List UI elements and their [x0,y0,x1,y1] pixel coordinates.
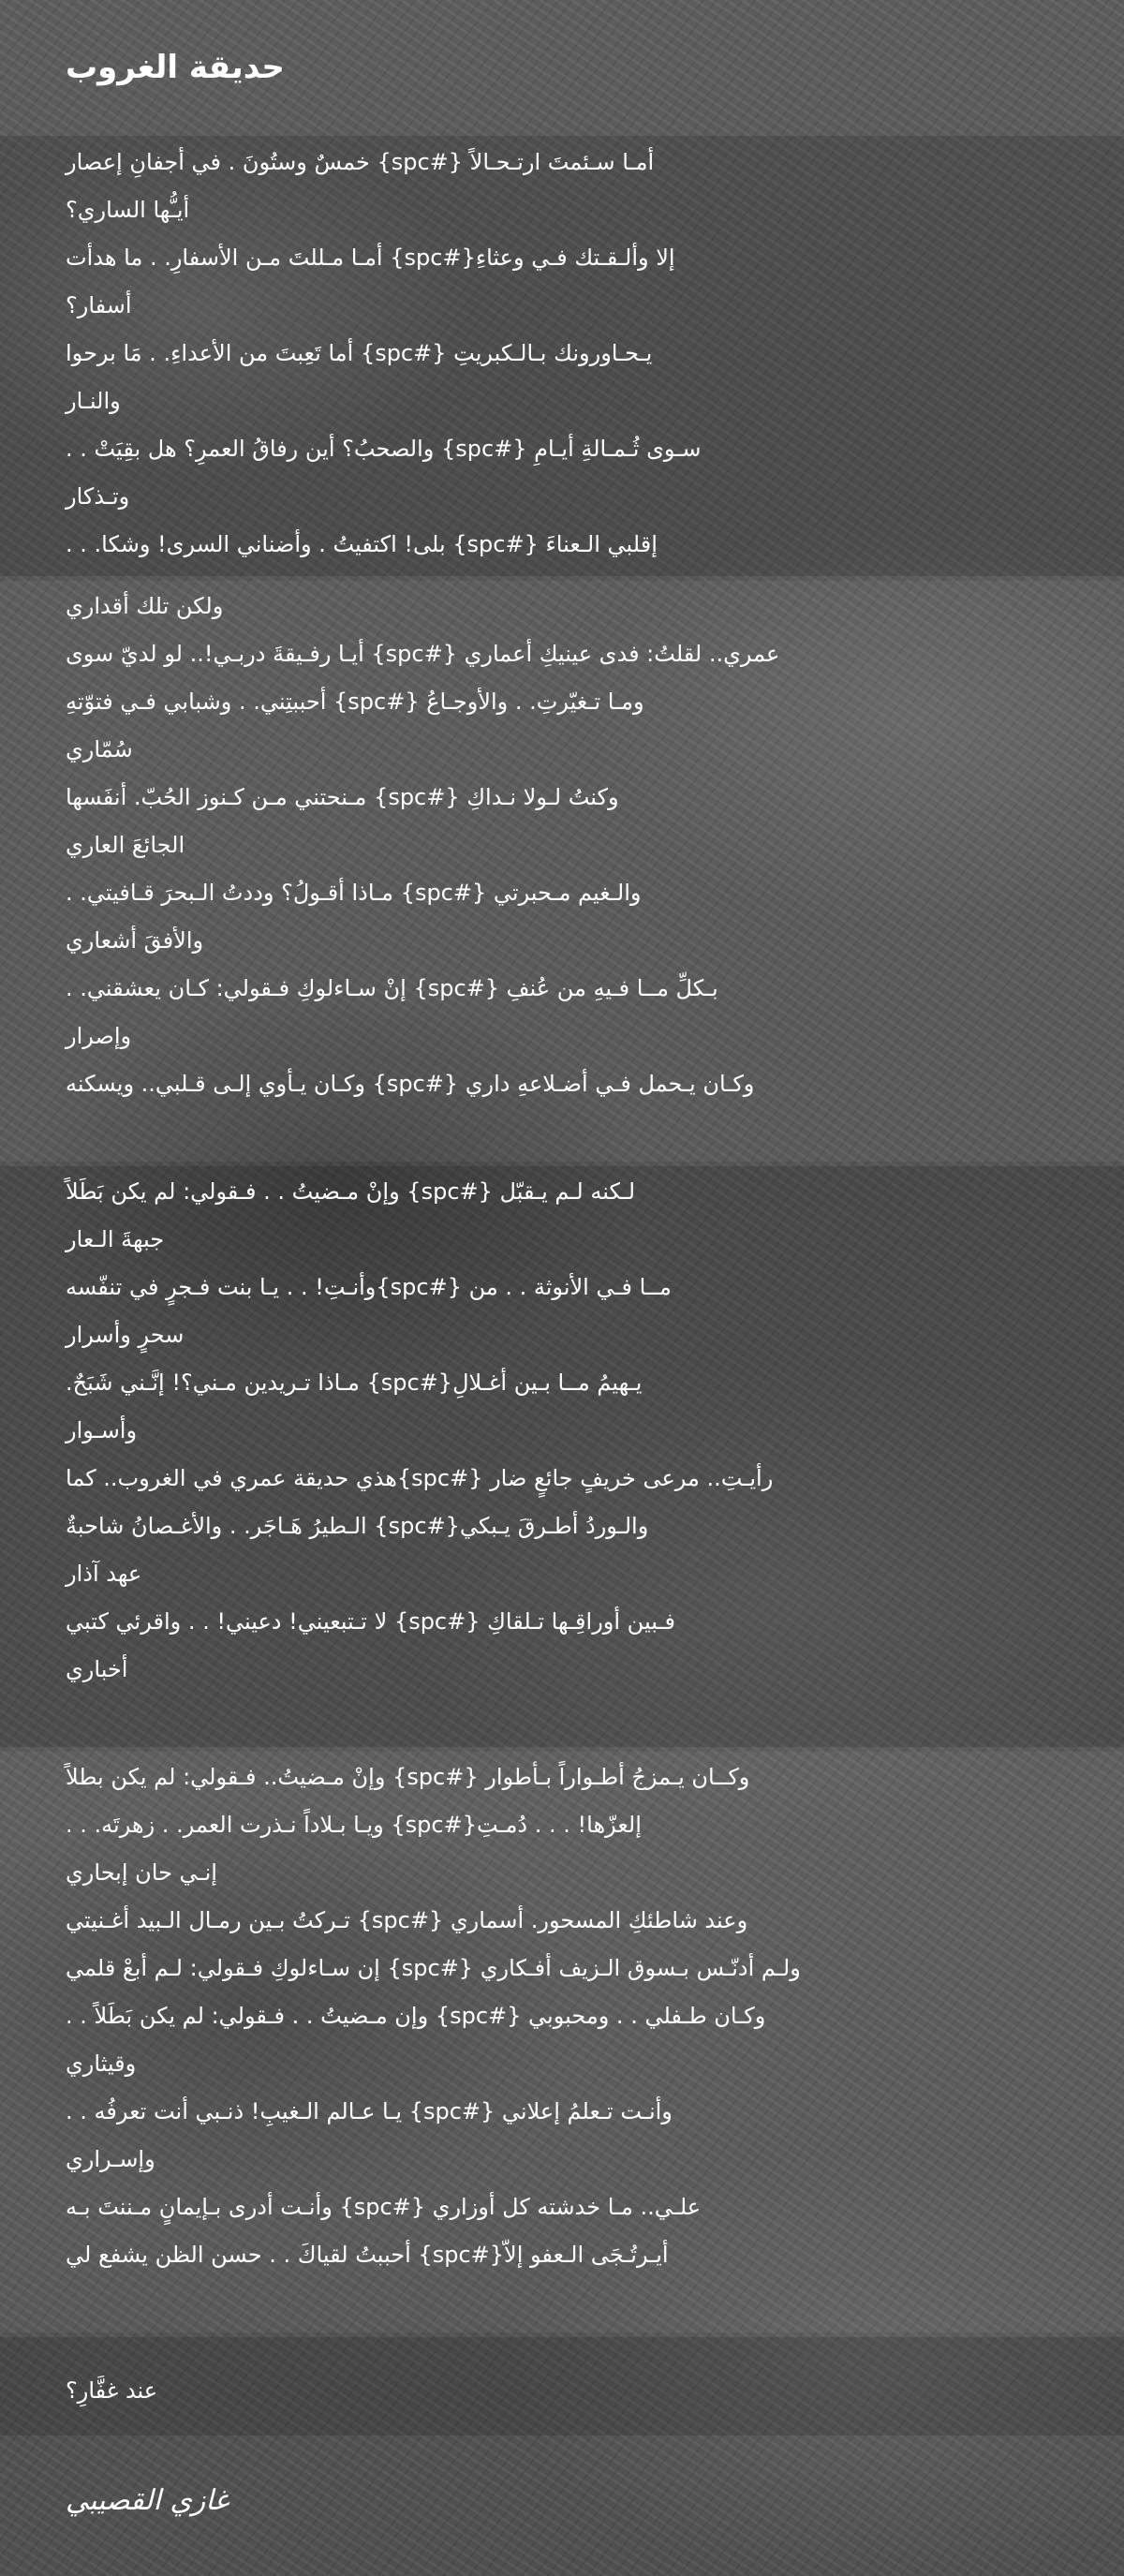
poem-line: سحرٍ وأسرار [66,1322,185,1348]
poem-line: وإصرار [66,1023,132,1049]
poem-line: علـي.. مـا خدشته كل أوزاري {#spc} وأنـت أدرى بـإيمانٍ مـننتَ بـه [66,2194,702,2220]
poem-line: جبهةَ الـعار [66,1226,165,1252]
poem-line: إنـي حان إبحاري [66,1859,217,1886]
poem-line: أسفار؟ [66,292,132,318]
poem-line: وأنـت تـعلمُ إعلاني {#spc} يـا عـالم الـغيبِ! ذنـبي أنت تعرفُه . . [66,2098,673,2124]
poem-line: أيـرتُـجَى الـعفو إلاّ{#spc} أحببتُ لقياكَ . . حسن الظن يشفع لي [66,2242,669,2268]
poem-line: وقيثاري [66,2050,137,2077]
poem-author: غازي القصيبي [66,2484,229,2517]
poem-line: يـهيمُ مــا بـين أغـلالِ{#spc} مـاذا تـريدين مـني؟! إنَّـني شَبَحٌ. [66,1369,643,1396]
poem-line: ولكن تلك أقداري [66,593,224,619]
poem-line: إقلبي الـعناءَ {#spc} بلى! اكتفيتُ . وأضناني السرى! وشكا. . . [66,531,658,557]
stanza-3 [0,1166,1124,1747]
poem-line: وأسـوار [66,1417,138,1443]
stanza-4 [0,1752,1124,2332]
poem-line: إلا وألـقـتك فـي وعثاءِ{#spc} أمـا مـللتَ مـن الأسفارِ. . ما هدأت [66,244,675,271]
poem-title: حديقة الغروب [66,49,285,86]
poem-line: ومـا تـغيّرتِ. . والأوجـاعُ {#spc} أحببتِني. . وشبابي فـي فتوّتهِ [66,688,644,715]
poem-line: لـكنه لـم يـقبّل {#spc} وإنْ مـضيتُ . . فـقولي: لم يكن بَطَلاً [66,1178,636,1205]
poem-line: الجائعَ العاري [66,832,185,858]
poem-line: عمري.. لقلتُ: فدى عينيكِ أعماري {#spc} أيـا رفـيقةَ دربـي!.. لو لديّ سوى [66,641,780,667]
stanza-5 [0,2337,1124,2435]
poem-line: مــا فـي الأنوثة . . من {#spc}وأنـتِ! . . يـا بنت فـجرٍ في تنفّسه [66,1274,672,1300]
stanza-2 [0,581,1124,1162]
poem-line: وتـذكار [66,483,130,510]
poem-line: بـكلِّ مــا فـيهِ من عُنفِ {#spc} إنْ سـاءلوكِ فـقولي: كـان يعشقني. . [66,975,718,1001]
poem-line: والأفقَ أشعاري [66,927,204,954]
poem-line: وإسـراري [66,2146,155,2172]
stanza-1 [0,136,1124,576]
poem-line: وكــان يـمزجُ أطـواراً بـأطوار {#spc} وإنْ مـضيتُ.. فـقولي: لم يكن بطلاً [66,1764,750,1790]
poem-line: يـحـاورونك بـالـكبريتِ {#spc} أما تَعِبتَ من الأعداءِ. . مَا برحوا [66,340,653,366]
poem-line: إلعزّها! . . . دُمـتِ{#spc} ويـا بـلاداً نـذرت العمر. . زهرتَه. . . [66,1812,642,1838]
poem-line: والـوردُ أطـرقَ يـبكي{#spc} الـطيرُ هَـاجَر. . والأغـصانُ شاحبةٌ [66,1513,649,1539]
poem-line: أخباري [66,1656,128,1682]
poem-line: وعند شاطئكِ المسحور. أسماري {#spc} تـركتُ بـين رمـال الـبيد أغـنيتي [66,1907,748,1933]
poem-line: عهد آذار [66,1561,142,1587]
poem-line: أمـا سـئمتَ ارتـحـالاً {#spc} خمسٌ وستُونَ . في أجفانِ إعصار [66,149,655,175]
poem-line: والنـار [66,388,121,414]
poem-line: رأيـتِ.. مرعى خريفٍ جائعٍ ضار {#spc}هذي حديقة عمري في الغروب.. كما [66,1465,774,1491]
poem-line: والـغيم مـحبرتي {#spc} مـاذا أقـولُ؟ وددتُ الـبحرَ قـافيتي. . [66,880,642,906]
poem-line: أيـُّها الساري؟ [66,197,190,223]
poem-line: سُمّاري [66,736,133,762]
poem-line: فـبين أوراقِـها تـلقاكِ {#spc} لا تـتبعيني! دعيني! . . واقرئي كتبي [66,1608,675,1635]
poem-line: سـوى ثُـمـالةِ أيـامِ {#spc} والصحبُ؟ أين رفاقُ العمرِ؟ هل بقِيَتْ . . [66,436,702,462]
poem-line: وكـان طـفلي . . ومحبوبي {#spc} وإن مـضيتُ . . فـقولي: لم يكن بَطَلاً . . [66,2003,766,2029]
poem-line: وكنتُ لـولا نـداكِ {#spc} مـنحتني مـن كـنوز الحُبّ. أنفَسها [66,784,619,810]
poem-line: ولـم أدنّـس بـسوق الـزيف أفـكاري {#spc} إن سـاءلوكِ فـقولي: لـم أبعْ قلمي [66,1955,801,1981]
poem-line: وكـان يـحمل فـي أضـلاعهِ داري {#spc} وكـان يـأوي إلـى قـلبي.. ويسكنه [66,1071,755,1097]
poem-line: عند غفَّارِ؟ [66,2377,158,2404]
